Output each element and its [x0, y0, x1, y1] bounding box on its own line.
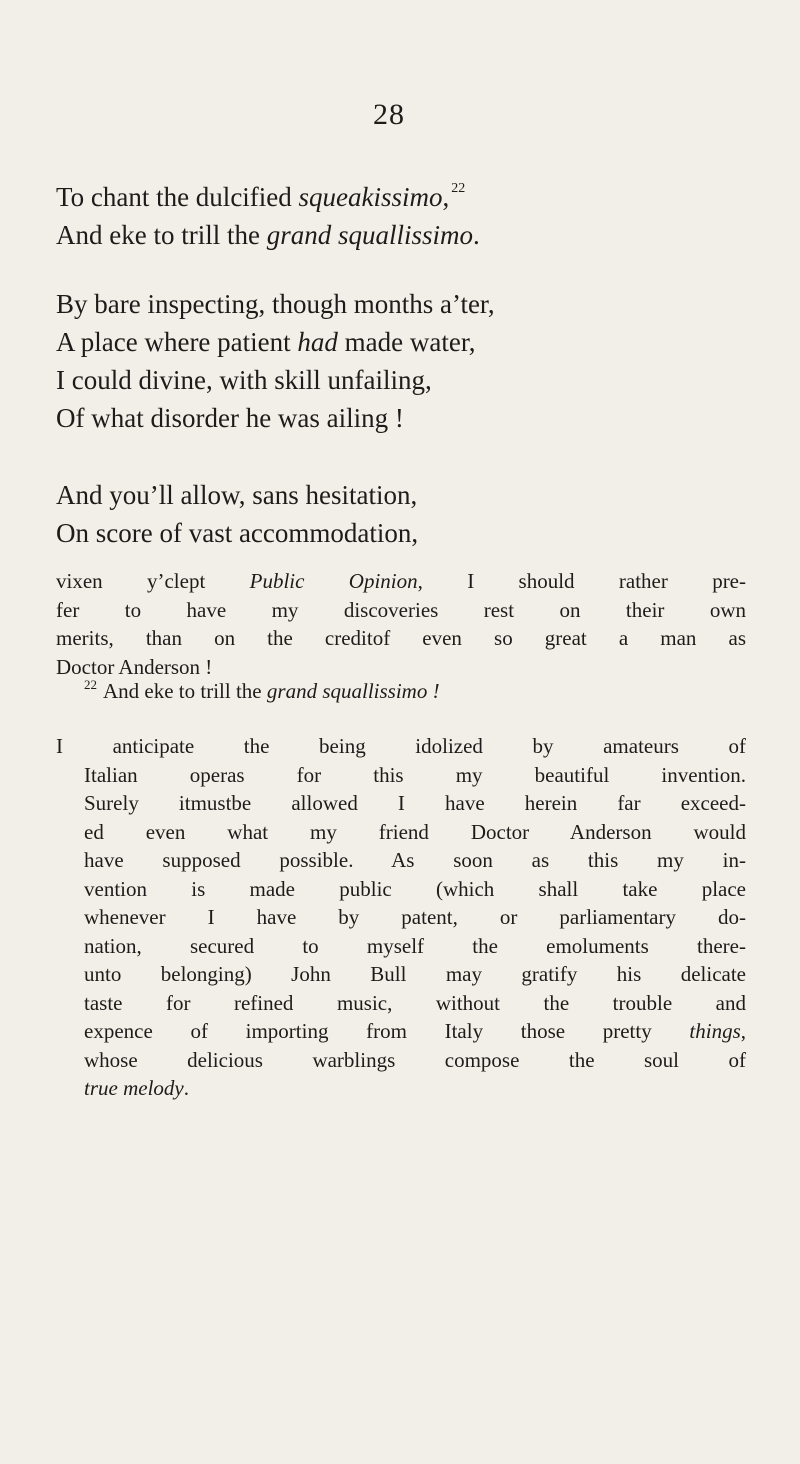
verse-line: By bare inspecting, though months a’ter,: [56, 289, 495, 319]
verse-text: ,: [442, 182, 450, 212]
footnote-number: 22: [84, 677, 97, 692]
verse-line: And you’ll allow, sans hesitation,: [56, 480, 418, 510]
note-line: nation, secured to myself the emoluments there-: [84, 933, 746, 958]
footnote-italic-text: grand squallissimo !: [266, 679, 440, 703]
verse-stanza-3: [56, 476, 418, 552]
verse-line: Of what disorder he was ailing !: [56, 403, 404, 433]
verse-line: [56, 216, 480, 254]
note-line: true melody.: [84, 1076, 189, 1100]
note-line: whenever I have by patent, or parliamentary do-: [84, 905, 746, 929]
note-line: vention is made public (which shall take place: [84, 876, 746, 901]
note-line: I anticipate the being idolized by amateurs of: [56, 734, 746, 758]
verse-line: On score of vast accommodation,: [56, 518, 419, 548]
verse-italic-text: squeakissimo: [298, 182, 443, 212]
note-line: Italian operas for this my beautiful invention.: [84, 762, 746, 787]
note-line: taste for refined music, without the trouble and: [84, 990, 746, 1015]
note-line: fer to have my discoveries rest on their own: [56, 597, 746, 622]
note-line: Doctor Anderson !: [56, 654, 213, 679]
verse-stanza-1: [56, 170, 480, 254]
note-line: have supposed possible. As soon as this my in-: [84, 848, 746, 872]
verse-text: .: [473, 220, 480, 250]
verse-stanza-2: [56, 285, 495, 437]
note-italic-text: things: [689, 1019, 741, 1043]
note-italic-text: Public Opinion: [249, 569, 418, 593]
verse-italic-text: had: [297, 327, 338, 357]
verse-text: To chant the dulcified: [56, 182, 299, 212]
note-line: merits, than on the creditof even so great a man as: [56, 626, 746, 650]
page-number: 28: [373, 98, 405, 131]
verse-line: I could divine, with skill unfailing,: [56, 365, 432, 395]
note-italic-text: true melody: [84, 1076, 184, 1100]
note-line: vixen y’clept Public Opinion, I should rather pre-: [56, 569, 746, 593]
verse-italic-text: grand squallissimo: [266, 220, 473, 250]
note-line: whose delicious warblings compose the soul of: [84, 1047, 746, 1072]
note-line: unto belonging) John Bull may gratify his delicate: [84, 962, 746, 986]
footnote-22: [84, 677, 440, 704]
verse-line: A place where patient had made water,: [56, 327, 476, 357]
note-line: expence of importing from Italy those pretty things,: [84, 1019, 746, 1043]
footnote-marker: 22: [451, 181, 466, 196]
footnote-continuation: [56, 567, 746, 681]
verse-text: And eke to trill the: [56, 220, 267, 250]
footnote-paragraph: [56, 732, 746, 1103]
note-line: Surely itmustbe allowed I have herein far exceed-: [84, 791, 746, 815]
verse-line: [56, 170, 480, 216]
footnote-text: And eke to trill the: [103, 679, 267, 703]
note-line: ed even what my friend Doctor Anderson would: [84, 819, 746, 844]
